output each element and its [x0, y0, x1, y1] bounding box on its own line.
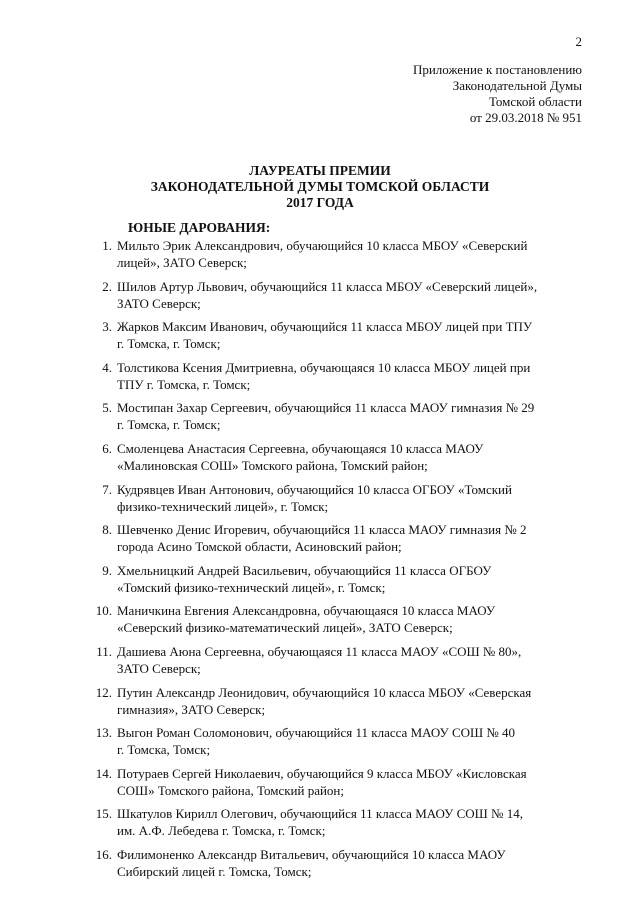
list-item: [80, 481, 582, 515]
list-item: [80, 765, 582, 799]
item-text: Мильто Эрик Александрович, обучающийся 10 класса МБОУ «Северский лицей», ЗАТО Северск;: [117, 238, 528, 270]
list-item: [80, 521, 582, 555]
item-number: 14.: [95, 765, 112, 781]
item-number: 13.: [95, 725, 112, 741]
item-text: Хмельницкий Андрей Васильевич, обучающийся 11 класса ОГБОУ «Томский физико-технический лицей», г. Томск;: [117, 562, 492, 595]
list-item: [80, 237, 582, 271]
item-number: 15.: [95, 806, 112, 822]
item-text: Выгон Роман Соломонович, обучающийся 11 класса МАОУ СОШ № 40 г. Томска, Томск;: [117, 725, 516, 758]
item-text: Толстикова Ксения Дмитриевна, обучающаяся 10 класса МБОУ лицей при ТПУ г. Томска, г. Томск;: [117, 359, 531, 392]
list-item: [80, 724, 582, 758]
item-text: Смоленцева Анастасия Сергеевна, обучающаяся 10 класса МАОУ «Малиновская СОШ» Томского района, Томский район;: [117, 440, 484, 473]
item-number: 12.: [95, 684, 112, 700]
item-text: Путин Александр Леонидович, обучающийся 10 класса МБОУ «Северская гимназия», ЗАТО Северск;: [117, 684, 532, 717]
list-item: [80, 846, 582, 880]
list-item: [80, 643, 582, 677]
item-text: Дашиева Аюна Сергеевна, обучающаяся 11 класса МАОУ «СОШ № 80», ЗАТО Северск;: [117, 643, 522, 676]
item-text: Шилов Артур Львович, обучающийся 11 класса МБОУ «Северский лицей», ЗАТО Северск;: [117, 278, 538, 311]
item-text: Мостипан Захар Сергеевич, обучающийся 11 класса МАОУ гимназия № 29 г. Томска, г. Томск;: [117, 400, 535, 433]
item-text: Потураев Сергей Николаевич, обучающийся 9 класса МБОУ «Кисловская СОШ» Томского района, Томский район;: [117, 765, 527, 798]
list-item: [80, 399, 582, 433]
appendix-line: Приложение к постановлению: [412, 62, 582, 77]
list-item: [80, 684, 582, 718]
item-text: Шкатулов Кирилл Олегович, обучающийся 11 класса МАОУ СОШ № 14, им. А.Ф. Лебедева г. Томска, г. Томск;: [117, 806, 523, 839]
item-number: 4.: [102, 359, 112, 375]
item-number: 6.: [102, 440, 112, 456]
list-item: [80, 318, 582, 352]
item-text: Шевченко Денис Игоревич, обучающийся 11 класса МАОУ гимназия № 2 города Асино Томской области, Асиновский район;: [117, 522, 527, 555]
appendix-date-number: от 29.03.2018 № 951: [469, 110, 582, 125]
title-line: ЗАКОНОДАТЕЛЬНОЙ ДУМЫ ТОМСКОЙ ОБЛАСТИ: [150, 179, 490, 194]
list-item: [80, 602, 582, 636]
item-number: 2.: [102, 278, 112, 294]
list-item: [80, 562, 582, 596]
title-line: ЛАУРЕАТЫ ПРЕМИИ: [249, 163, 391, 178]
title-line: 2017 ГОДА: [286, 195, 354, 210]
page-number: 2: [575, 34, 582, 49]
item-text: Жарков Максим Иванович, обучающийся 11 класса МБОУ лицей при ТПУ г. Томска, г. Томск;: [117, 319, 533, 352]
item-number: 16.: [95, 846, 112, 862]
item-text: Кудрявцев Иван Антонович, обучающийся 10 класса ОГБОУ «Томский физико-технический лицей», г. Томск;: [117, 481, 512, 514]
item-number: 10.: [95, 603, 112, 619]
item-number: 8.: [102, 522, 112, 538]
item-number: 11.: [96, 643, 112, 659]
item-text: Филимоненко Александр Витальевич, обучающийся 10 класса МАОУ Сибирский лицей г. Томска, Томск;: [117, 846, 506, 879]
appendix-reference: [413, 62, 582, 126]
item-number: 9.: [102, 562, 112, 578]
appendix-line: Законодательной Думы: [452, 78, 582, 93]
document-title: [0, 163, 640, 211]
item-number: 1.: [102, 238, 112, 253]
laureates-list: [80, 237, 582, 887]
list-item: [80, 359, 582, 393]
list-item: [80, 805, 582, 839]
item-number: 3.: [102, 319, 112, 335]
item-number: 5.: [102, 400, 112, 416]
list-item: [80, 440, 582, 474]
item-number: 7.: [102, 481, 112, 497]
section-heading: ЮНЫЕ ДАРОВАНИЯ:: [128, 220, 271, 235]
item-text: Маничкина Евгения Александровна, обучающаяся 10 класса МАОУ «Северский физико-математический лицей», ЗАТО Северск;: [117, 603, 496, 636]
list-item: [80, 278, 582, 312]
appendix-line: Томской области: [488, 94, 582, 109]
